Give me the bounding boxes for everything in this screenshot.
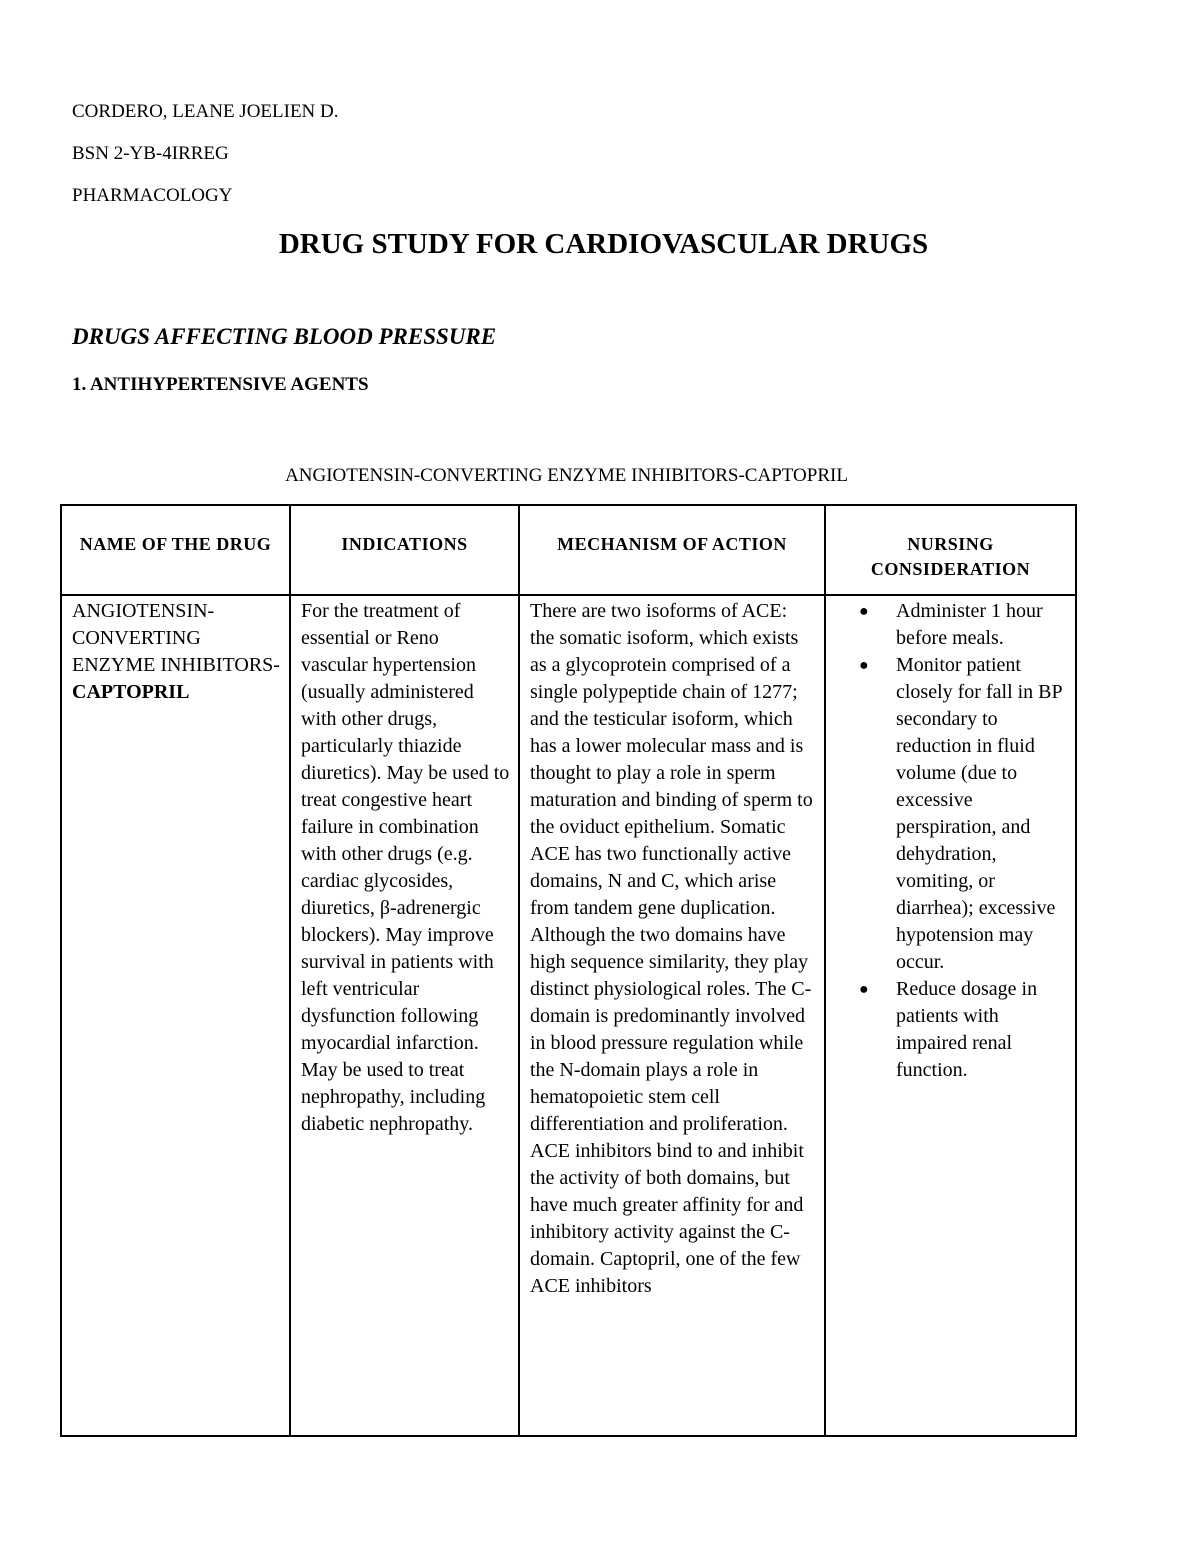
table-caption: ANGIOTENSIN-CONVERTING ENZYME INHIBITORS-CAPTOPRIL [285,465,848,486]
mechanism-text: There are two isoforms of ACE: the somatic isoform, which exists as a glycoprotein comprised of a single polypeptide chain of 1277; and the testicular isoform, which has a lower molecular mass and is thought to play a role in sperm maturation and binding of sperm to the oviduct epithelium. Somatic ACE has two functionally active domains, N and C, which arise from tandem gene duplication. Although the two domains have high sequence similarity, they play distinct physiological roles. The C-domain is predominantly involved in blood pressure regulation while the N-domain plays a role in hematopoietic stem cell differentiation and proliferation. ACE inhibitors bind to and inhibit the activity of both domains, but have much greater affinity for and inhibitory activity against the C-domain. Captopril, one of the few ACE inhibitors [530,600,813,1297]
list-item [826,598,1067,652]
cell-nursing [825,595,1076,1436]
header-mechanism: MECHANISM OF ACTION [519,505,825,595]
document-title: DRUG STUDY FOR CARDIOVASCULAR DRUGS [278,228,929,260]
nursing-item-text: Reduce dosage in patients with impaired renal function. [896,978,1038,1081]
cell-drug-name [61,595,290,1436]
course-name: PHARMACOLOGY [72,185,233,206]
bullet-icon: ● [859,603,869,620]
list-item [826,652,1067,976]
list-item [826,976,1067,1084]
bullet-icon: ● [859,657,869,674]
nursing-list [826,598,1067,1084]
header-indications: INDICATIONS [290,505,519,595]
drug-study-table [60,504,1077,1437]
bullet-icon: ● [859,981,869,998]
table-row [61,595,1076,1436]
cell-indications [290,595,519,1436]
drug-name-prefix: ANGIOTENSIN-CONVERTING ENZYME INHIBITORS- [72,600,280,676]
indications-text: For the treatment of essential or Reno vascular hypertension (usually administered with other drugs, particularly thiazide diuretics). May be used to treat congestive heart failure in combination with other drugs (e.g. cardiac glycosides, diuretics, β-adrenergic blockers). May improve survival in patients with left ventricular dysfunction following myocardial infarction. May be used to treat nephropathy, including diabetic nephropathy. [301,600,510,1135]
nursing-item-text: Administer 1 hour before meals. [896,600,1043,649]
header-drug-name: NAME OF THE DRUG [61,505,290,595]
drug-name-bold: CAPTOPRIL [72,681,190,703]
nursing-item-text: Monitor patient closely for fall in BP secondary to reduction in fluid volume (due to excessive perspiration, and dehydration, vomiting, or diarrhea); excessive hypotension may occur. [896,654,1062,973]
table-header-row [61,505,1076,595]
cell-mechanism [519,595,825,1436]
header-nursing: NURSING CONSIDERATION [825,505,1076,595]
student-name: CORDERO, LEANE JOELIEN D. [72,101,339,122]
subsection-heading: 1. ANTIHYPERTENSIVE AGENTS [72,374,369,395]
section-heading: DRUGS AFFECTING BLOOD PRESSURE [72,324,497,349]
student-section: BSN 2-YB-4IRREG [72,143,229,164]
